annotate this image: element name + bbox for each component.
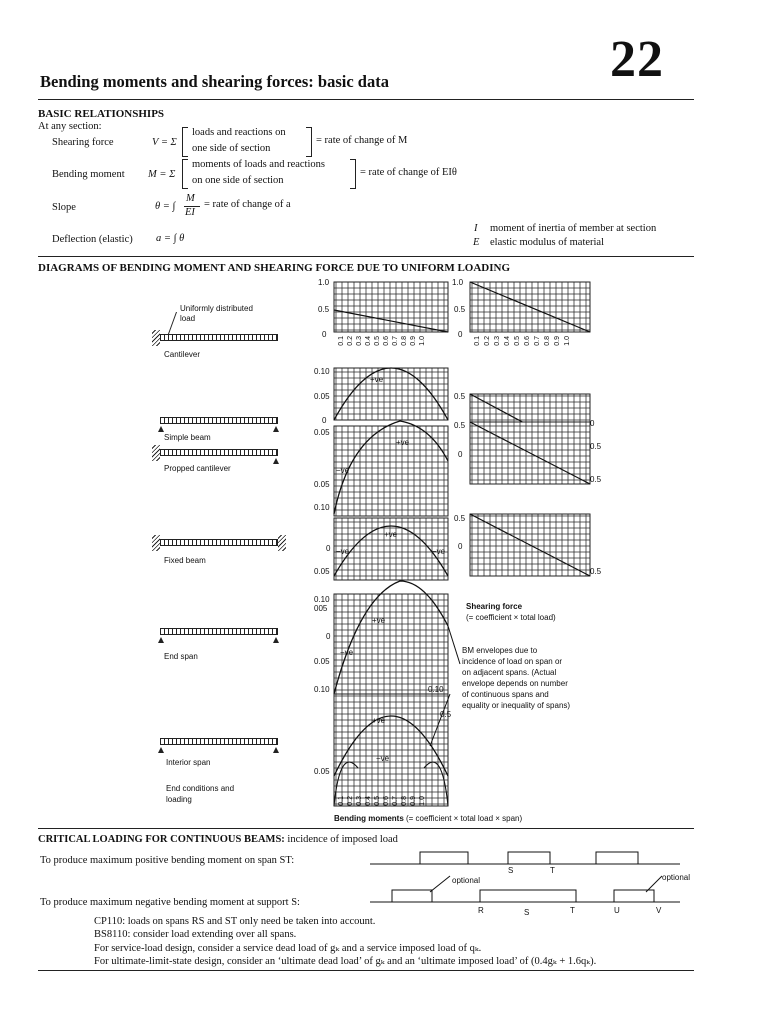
fixed-beam — [160, 539, 278, 546]
x-tick: 0.3 — [494, 336, 501, 346]
sf-tick-0-d: 0 — [458, 542, 463, 551]
neg-label-end-span: −ve — [340, 648, 354, 657]
shear-lhs: V = Σ — [152, 137, 177, 148]
sf-tick-0-5-e: 0.5 — [590, 475, 602, 484]
bm-bracket-top: moments of loads and reactions — [192, 159, 325, 170]
udl-label-line1: Uniformly distributed — [180, 304, 253, 313]
envelope-tick-05: 0.5 — [440, 710, 452, 719]
end-conditions-line1: End conditions and — [166, 784, 235, 793]
interior-support-right — [273, 747, 279, 753]
critical-heading-rest: incidence of imposed load — [287, 834, 398, 845]
cantilever-label: Cantilever — [164, 350, 201, 359]
x-tick: 0.6 — [383, 796, 390, 806]
slope-lhs: θ = ∫ — [155, 201, 176, 212]
i-description: moment of inertia of member at section — [490, 223, 657, 234]
fixed-wall-right — [278, 535, 286, 551]
page-number: 22 — [610, 31, 664, 88]
deflection-label: Deflection (elastic) — [52, 234, 133, 245]
x-tick: 0.4 — [365, 336, 372, 346]
note-cp110: CP110: loads on spans RS and ST only need be taken into account. — [94, 916, 376, 927]
bending-moment-diagrams — [300, 276, 470, 836]
bm-bracket-bottom: on one side of section — [192, 175, 284, 186]
envelope-tick-010: 0.10 — [428, 685, 444, 694]
x-tick: 0.9 — [410, 336, 417, 346]
interior-span-beam — [160, 738, 278, 745]
bm-lhs: M = Σ — [148, 169, 176, 180]
bm-bracket-right — [350, 159, 356, 189]
title-rule — [38, 99, 694, 100]
x-tick: 0.2 — [484, 336, 491, 346]
sf-tick-0-5-b: 0.5 — [454, 392, 466, 401]
x-tick: 0.8 — [544, 336, 551, 346]
bm-tick-0-05-a: 0.05 — [314, 392, 330, 401]
slope-den: EI — [185, 207, 195, 218]
propped-label: Propped cantilever — [164, 464, 231, 473]
pos-label-interior: +ve — [372, 716, 386, 725]
max-negative-text: To produce maximum negative bending moment at support S: — [40, 897, 300, 908]
support-u: U — [614, 906, 620, 915]
bm-tick-0-d: 0 — [326, 632, 331, 641]
bm-tick-005: 005 — [314, 604, 328, 613]
max-positive-text: To produce maximum positive bending moment on span ST: — [40, 855, 295, 866]
note-ultimate-load: For ultimate-limit-state design, consider an ‘ultimate dead load’ of gₖ and an ‘ultimate imposed load’ of (0.4gₖ + 1.6qₖ). — [94, 956, 597, 967]
x-tick: 0.6 — [524, 336, 531, 346]
note-bs8110: BS8110: consider load extending over all spans. — [94, 929, 297, 940]
sf-caption-bold: Shearing force — [466, 602, 523, 611]
slope-label: Slope — [52, 202, 76, 213]
sf-tick-0-c: 0 — [590, 419, 595, 428]
sf-tick-0-5-a: 0.5 — [454, 305, 466, 314]
optional-label-1: optional — [452, 876, 481, 885]
load-block-neg-2 — [480, 890, 576, 902]
critical-loading-diagrams — [370, 846, 690, 918]
shear-label: Shearing force — [52, 137, 114, 148]
support-r: R — [478, 906, 484, 915]
sf-x-ticks — [474, 336, 571, 346]
section-rule-2 — [38, 828, 694, 829]
bm-tick-0-10-a: 0.10 — [314, 367, 330, 376]
neg-label-interior: −ve — [376, 754, 390, 763]
at-any-section: At any section: — [38, 121, 102, 132]
neg-label-fixed-left: −ve — [336, 547, 350, 556]
support-s-negative: S — [524, 908, 530, 917]
bm-tick-0-b: 0 — [322, 416, 327, 425]
envelope-note-1: BM envelopes due to — [462, 646, 538, 655]
x-tick: 1.0 — [419, 336, 426, 346]
envelope-note-6: equality or inequality of spans) — [462, 701, 571, 710]
optional-pointer-1 — [430, 876, 450, 892]
sf-tick-1-0: 1.0 — [452, 278, 464, 287]
bm-label: Bending moment — [52, 169, 125, 180]
propped-support — [273, 458, 279, 464]
x-tick: 0.4 — [504, 336, 511, 346]
simple-support-right — [273, 426, 279, 432]
bm-caption-rest: (= coefficient × total load × span) — [406, 814, 523, 823]
bm-tick-1-0: 1.0 — [318, 278, 330, 287]
bm-grid-cantilever — [334, 282, 448, 332]
bm-rhs: = rate of change of EIθ — [360, 167, 457, 178]
e-description: elastic modulus of material — [490, 237, 605, 248]
interior-support-left — [158, 747, 164, 753]
sf-tick-0-5-g: 0.5 — [590, 567, 602, 576]
diagrams-heading: DIAGRAMS OF BENDING MOMENT AND SHEARING FORCE DUE TO UNIFORM LOADING — [38, 262, 511, 274]
envelope-pointer-1 — [448, 626, 460, 664]
bm-tick-0-a: 0 — [322, 330, 327, 339]
x-tick: 0.5 — [374, 336, 381, 346]
bm-grid-fixed — [334, 518, 448, 580]
shear-bracket-right — [306, 127, 312, 157]
neg-label-fixed-right: −ve — [432, 547, 446, 556]
sf-tick-0-5-c: 0.5 — [454, 421, 466, 430]
slope-rhs: = rate of change of a — [204, 199, 291, 210]
bm-tick-0-10-b: 0.10 — [314, 503, 330, 512]
envelope-note-4: envelope depends on number — [462, 679, 568, 688]
end-conditions-line2: loading — [166, 795, 192, 804]
x-tick: 1.0 — [564, 336, 571, 346]
load-block-neg-1 — [392, 890, 432, 902]
bm-tick-0-05-b: 0.05 — [314, 428, 330, 437]
bm-tick-0-05-d: 0.05 — [314, 567, 330, 576]
support-t-negative: T — [570, 906, 575, 915]
basic-heading: BASIC RELATIONSHIPS — [38, 108, 165, 120]
x-tick: 0.2 — [347, 336, 354, 346]
shear-rhs: = rate of change of M — [316, 135, 408, 146]
pos-label-propped: +ve — [396, 438, 410, 447]
section-rule-1 — [38, 256, 694, 257]
bm-tick-0-10-d: 0.10 — [314, 685, 330, 694]
shear-bracket-top: loads and reactions on — [192, 127, 286, 138]
x-tick: 0.6 — [383, 336, 390, 346]
shear-bracket-left — [182, 127, 188, 157]
x-tick: 0.7 — [392, 796, 399, 806]
udl-pointer — [168, 312, 185, 334]
x-ticks-top — [338, 336, 426, 346]
pos-label-fixed: +ve — [384, 530, 398, 539]
end-support-right — [273, 637, 279, 643]
end-support-left — [158, 637, 164, 643]
sf-tick-0-5-d: 0.5 — [590, 442, 602, 451]
bm-tick-0-10-c: 0.10 — [314, 595, 330, 604]
x-tick: 0.1 — [338, 336, 345, 346]
envelope-note-3: on adjacent spans. (Actual — [462, 668, 557, 677]
e-symbol: E — [473, 237, 480, 248]
load-block-pos-2 — [508, 852, 550, 864]
end-span-label: End span — [164, 652, 198, 661]
x-tick: 0.8 — [401, 796, 408, 806]
cantilever-wall — [152, 330, 160, 346]
bm-grid-interior-span — [334, 694, 448, 806]
pos-label-end-span: +ve — [372, 616, 386, 625]
support-s-positive: S — [508, 866, 514, 875]
shear-force-diagrams — [460, 276, 600, 586]
udl-label-line2: load — [180, 314, 196, 323]
x-tick: 0.7 — [392, 336, 399, 346]
i-symbol: I — [474, 223, 478, 234]
envelope-note-2: incidence of load on span or — [462, 657, 563, 666]
bottom-rule — [38, 970, 694, 971]
support-t-positive: T — [550, 866, 555, 875]
bm-grid-end-span — [334, 594, 448, 694]
x-tick: 0.4 — [365, 796, 372, 806]
deflection-formula: a = ∫ θ — [156, 233, 185, 244]
fixed-beam-label: Fixed beam — [164, 556, 206, 565]
x-tick: 0.7 — [534, 336, 541, 346]
load-block-pos-3 — [596, 852, 638, 864]
shear-bracket-bottom: one side of section — [192, 143, 271, 154]
propped-wall — [152, 445, 160, 461]
support-v: V — [656, 906, 662, 915]
optional-label-2: optional — [662, 873, 691, 882]
bm-bracket-left — [182, 159, 188, 189]
x-tick: 0.3 — [356, 796, 363, 806]
slope-num: M — [186, 193, 195, 204]
x-tick: 0.2 — [347, 796, 354, 806]
bm-caption-bold: Bending moments — [334, 814, 404, 823]
sf-tick-0-5-f: 0.5 — [454, 514, 466, 523]
critical-heading — [38, 834, 398, 845]
simple-beam — [160, 417, 278, 424]
bm-tick-0-05-c: 0.05 — [314, 480, 330, 489]
neg-label-propped: −ve — [336, 466, 350, 475]
sf-caption-rest: (= coefficient × total load) — [466, 613, 556, 622]
critical-heading-bold: CRITICAL LOADING FOR CONTINUOUS BEAMS: — [38, 834, 285, 845]
bm-grid-propped — [334, 426, 448, 516]
bm-tick-0-c: 0 — [326, 544, 331, 553]
bm-tick-0-5: 0.5 — [318, 305, 330, 314]
simple-support-left — [158, 426, 164, 432]
page-title: Bending moments and shearing forces: basic data — [40, 72, 389, 91]
x-tick: 0.8 — [401, 336, 408, 346]
bm-tick-0-05-e: 0.05 — [314, 657, 330, 666]
load-block-neg-3 — [614, 890, 654, 902]
x-tick: 0.9 — [410, 796, 417, 806]
x-ticks-bottom — [338, 796, 426, 806]
load-block-pos-1 — [420, 852, 468, 864]
note-service-load: For service-load design, consider a service dead load of gₖ and a service imposed load of qₖ. — [94, 943, 482, 954]
propped-beam — [160, 449, 278, 456]
x-tick: 0.5 — [514, 336, 521, 346]
x-tick: 0.3 — [356, 336, 363, 346]
fixed-wall-left — [152, 535, 160, 551]
x-tick: 0.1 — [338, 796, 345, 806]
sf-tick-0-a: 0 — [458, 330, 463, 339]
sf-tick-0-b: 0 — [458, 450, 463, 459]
interior-span-label: Interior span — [166, 758, 211, 767]
x-tick: 1.0 — [419, 796, 426, 806]
x-tick: 0.1 — [474, 336, 481, 346]
envelope-note-5: of continuous spans and — [462, 690, 549, 699]
pos-label-simple: +ve — [370, 375, 384, 384]
simple-beam-label: Simple beam — [164, 433, 211, 442]
end-span-beam — [160, 628, 278, 635]
x-tick: 0.9 — [554, 336, 561, 346]
cantilever-beam — [160, 334, 278, 341]
bm-tick-0-05-f: 0.05 — [314, 767, 330, 776]
x-tick: 0.5 — [374, 796, 381, 806]
